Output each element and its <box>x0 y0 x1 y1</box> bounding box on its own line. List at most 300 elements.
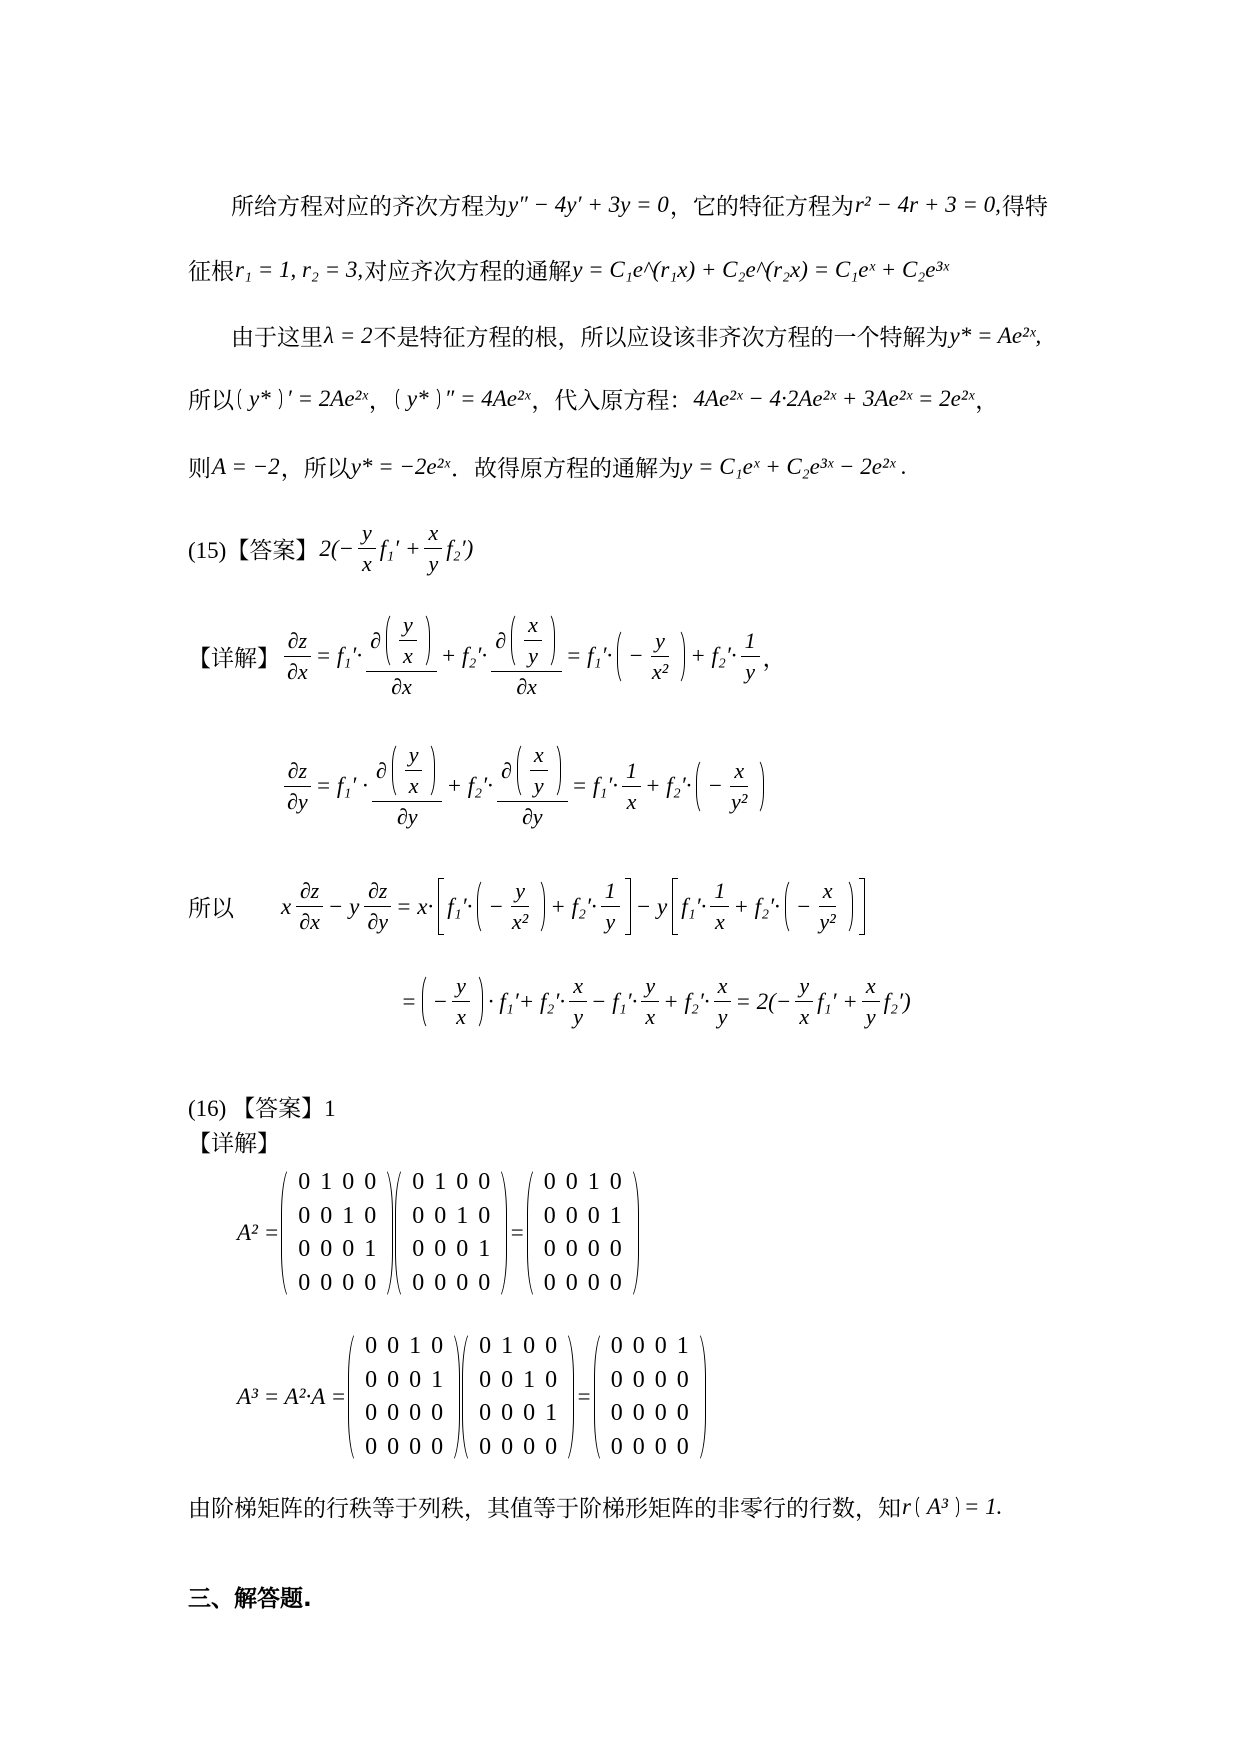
matrix-cell: 0 <box>298 1236 311 1263</box>
math-expression: x² <box>651 658 669 684</box>
matrix-cell: 0 <box>543 1202 556 1229</box>
parenthesized-group <box>783 878 855 935</box>
matrix-cell: 1 <box>523 1366 536 1393</box>
fraction-denominator <box>512 672 541 700</box>
math-expression: 4Ae²ˣ − 4·2Ae²ˣ + 3Ae²ˣ = 2e²ˣ <box>693 385 975 411</box>
matrix-cell: 0 <box>456 1269 469 1296</box>
fraction <box>399 612 417 669</box>
detail-15-dzdx <box>188 612 786 700</box>
matrix-cell: 0 <box>676 1366 689 1393</box>
matrix-cell: 1 <box>501 1333 514 1360</box>
math-expression: ∂y <box>396 804 418 829</box>
fraction-denominator <box>530 771 548 799</box>
fraction-denominator <box>601 907 619 935</box>
text-run: 得特 <box>1001 194 1048 219</box>
math-expression: y″ − 4y′ + 3y = 0 <box>508 191 669 217</box>
matrix-cell: 0 <box>632 1433 645 1460</box>
matrix-cell: 0 <box>523 1400 536 1427</box>
matrix-cell: 0 <box>565 1169 578 1196</box>
math-expression: f₂′) <box>883 988 911 1014</box>
text-run: 所以 <box>188 388 234 413</box>
matrix-grid <box>537 1166 629 1300</box>
matrix-cell: 1 <box>320 1169 333 1196</box>
math-expression: y* = −2e²ˣ <box>350 453 451 479</box>
matrix-a <box>395 1166 507 1300</box>
fraction <box>358 520 376 577</box>
matrix-a2 <box>348 1330 460 1464</box>
math-expression: f₁′· <box>447 893 473 919</box>
text-run: 三、解答题. <box>188 1586 312 1612</box>
left-paren <box>916 1494 924 1520</box>
math-expression: − <box>628 643 644 668</box>
fraction <box>795 973 813 1030</box>
fraction <box>530 742 548 799</box>
math-expression: y = C₁e^(r₁x) + C₂e^(r₂x) = C₁eˣ + C₂e³ˣ <box>572 256 949 282</box>
math-expression: x <box>822 878 833 903</box>
matrix-cell: 0 <box>434 1202 447 1229</box>
math-expression: x <box>715 909 725 934</box>
math-expression: 1 <box>744 627 756 653</box>
text-run: ，它的特征方程为 <box>669 194 854 219</box>
left-paren <box>511 612 519 669</box>
text-run: 所以 <box>188 896 234 921</box>
matrix-cell: 0 <box>632 1400 645 1427</box>
matrix-cell: 0 <box>610 1433 623 1460</box>
math-expression: y* <box>406 385 429 411</box>
fraction <box>424 520 442 577</box>
fraction-numerator <box>530 742 548 771</box>
math-expression: y <box>865 1004 876 1029</box>
matrix-cell: 1 <box>431 1366 444 1393</box>
matrix-cell: 1 <box>409 1333 422 1360</box>
fraction-numerator <box>364 878 391 907</box>
matrix-cell: 0 <box>364 1202 377 1229</box>
matrix-cell: 0 <box>565 1202 578 1229</box>
matrix-left-paren <box>594 1330 604 1464</box>
math-expression: y <box>528 643 538 668</box>
right-paren <box>547 612 555 669</box>
matrix-cell: 0 <box>364 1269 377 1296</box>
parenthesized-group <box>515 742 563 799</box>
fraction-numerator <box>730 758 748 787</box>
matrix-cell: 0 <box>364 1169 377 1196</box>
math-expression: x² <box>511 909 529 934</box>
matrix-cell: 0 <box>365 1366 378 1393</box>
math-expression: = 2(− <box>735 988 792 1014</box>
matrix-left-paren <box>395 1166 405 1300</box>
matrix-left-paren <box>527 1166 537 1300</box>
matrix-cell: 0 <box>654 1366 667 1393</box>
matrix-cell: 0 <box>501 1400 514 1427</box>
matrix-cell: 0 <box>387 1400 400 1427</box>
matrix-cell: 0 <box>342 1169 355 1196</box>
matrix-right-paren <box>450 1330 460 1464</box>
fraction-numerator <box>714 973 732 1002</box>
math-expression: x <box>456 1004 466 1029</box>
matrix-left-paren <box>462 1330 472 1464</box>
math-expression: 1 <box>626 757 638 783</box>
text-run: 【详解】 <box>188 1131 280 1156</box>
math-expression: f₁′· <box>681 893 707 919</box>
matrix-cell: 0 <box>342 1269 355 1296</box>
matrix-cell: 0 <box>298 1202 311 1229</box>
left-paren <box>696 758 704 815</box>
left-bracket <box>672 878 678 935</box>
matrix-cell: 0 <box>412 1269 425 1296</box>
math-expression: A³ <box>926 1493 948 1519</box>
matrix-cell: 0 <box>610 1366 623 1393</box>
math-expression: x <box>402 643 413 668</box>
fraction <box>372 742 443 830</box>
para-roots <box>188 253 950 286</box>
math-expression: y <box>605 909 616 934</box>
parenthesized-group <box>509 612 557 669</box>
matrix-cell: 0 <box>431 1333 444 1360</box>
matrix-cell: 0 <box>320 1202 333 1229</box>
math-expression: ∂x <box>299 909 320 934</box>
left-paren <box>617 628 625 685</box>
right-paren <box>677 628 685 685</box>
matrix-cell: 0 <box>479 1366 492 1393</box>
matrix-cell: 0 <box>387 1433 400 1460</box>
fraction-numerator <box>358 520 376 549</box>
math-expression: ∂y <box>287 788 308 814</box>
matrix-right-paren <box>564 1330 574 1464</box>
math-expression: + f₂′· <box>733 893 780 919</box>
fraction-denominator <box>452 1002 470 1030</box>
text-run: ， <box>975 388 999 413</box>
math-expression: ∂x <box>391 674 412 699</box>
right-paren <box>475 973 483 1030</box>
matrix-cell: 0 <box>412 1236 425 1263</box>
eq-A2 <box>236 1166 640 1300</box>
matrix-cell: 1 <box>456 1202 469 1229</box>
matrix-cell: 0 <box>298 1269 311 1296</box>
math-expression: y <box>573 1004 583 1029</box>
text-run: ， <box>368 388 392 413</box>
fraction <box>710 878 729 935</box>
math-expression: ∂y <box>367 909 388 934</box>
fraction <box>283 628 312 685</box>
matrix-cell: 0 <box>545 1333 558 1360</box>
left-paren <box>785 878 793 935</box>
matrix-cell: 0 <box>565 1236 578 1263</box>
math-expression: x <box>717 973 728 998</box>
fraction-denominator <box>741 657 759 685</box>
matrix-cell: 1 <box>609 1202 622 1229</box>
fraction-denominator <box>393 802 422 830</box>
matrix-cell: 0 <box>412 1169 425 1196</box>
fraction <box>741 628 760 685</box>
matrix-cell: 0 <box>456 1236 469 1263</box>
math-expression: x <box>533 742 544 767</box>
right-paren <box>432 386 440 412</box>
matrix-cell: 0 <box>365 1433 378 1460</box>
math-expression: = f₁′· <box>315 643 363 668</box>
math-expression: y <box>408 742 419 767</box>
math-expression: x <box>865 973 876 998</box>
math-expression: ∂ <box>370 627 381 653</box>
matrix-cell: 0 <box>320 1269 333 1296</box>
math-expression: A³ = A²·A = <box>237 1384 347 1409</box>
fraction-denominator <box>795 1002 813 1030</box>
left-paren <box>517 742 525 799</box>
math-expression: A² = <box>237 1220 280 1245</box>
fraction-numerator <box>862 973 880 1002</box>
matrix-grid <box>291 1166 383 1300</box>
text-run: 征根 <box>188 259 234 284</box>
matrix-cell: 0 <box>545 1433 558 1460</box>
eq-A3 <box>236 1330 707 1464</box>
parenthesized-group <box>384 612 432 669</box>
math-expression: = 1. <box>963 1493 1003 1519</box>
matrix-cell: 0 <box>609 1269 622 1296</box>
text-run: ，所以 <box>280 456 350 481</box>
math-expression: f₁′ + <box>379 535 421 561</box>
matrix-a3 <box>594 1330 706 1464</box>
math-expression: y <box>645 973 656 998</box>
math-expression: ∂z <box>367 878 388 903</box>
matrix-cell: 0 <box>545 1366 558 1393</box>
right-paren <box>537 878 545 935</box>
fraction-denominator <box>862 1002 880 1030</box>
fraction <box>491 612 562 700</box>
matrix-cell: 0 <box>523 1333 536 1360</box>
math-expression: y <box>402 612 413 637</box>
math-expression: y <box>799 973 810 998</box>
math-expression: 1 <box>604 878 616 903</box>
matrix-cell: 0 <box>543 1269 556 1296</box>
matrix-cell: 0 <box>523 1433 536 1460</box>
parenthesized-group <box>914 1494 961 1520</box>
fraction-numerator <box>641 973 659 1002</box>
fraction-numerator <box>284 758 311 787</box>
matrix-cell: 1 <box>545 1400 558 1427</box>
fraction-numerator <box>710 878 729 907</box>
fraction <box>508 878 532 935</box>
math-expression: f₂′) <box>446 535 474 561</box>
text-run: ，代入原方程： <box>531 388 693 413</box>
matrix-cell: 0 <box>587 1202 600 1229</box>
matrix-a <box>281 1166 393 1300</box>
fraction-numerator <box>491 612 562 672</box>
matrix-cell: 0 <box>478 1202 491 1229</box>
matrix-grid <box>472 1330 564 1464</box>
math-expression: y <box>533 773 544 798</box>
text-run: (16) 【答案】1 <box>188 1096 336 1121</box>
fraction-numerator <box>405 742 423 771</box>
answer-16 <box>188 1090 336 1123</box>
right-bracket <box>625 878 631 935</box>
math-expression: x <box>428 520 439 545</box>
math-expression: − <box>795 893 812 919</box>
fraction-numerator <box>372 742 443 802</box>
para-particular <box>231 319 1042 352</box>
matrix-cell: 0 <box>501 1433 514 1460</box>
fraction-numerator <box>296 878 323 907</box>
right-paren <box>274 386 282 412</box>
math-expression: x <box>362 551 372 576</box>
left-paren <box>422 973 430 1030</box>
fraction <box>405 742 423 799</box>
fraction-numerator <box>795 973 813 1002</box>
matrix-cell: 0 <box>434 1269 447 1296</box>
math-expression: y <box>362 520 372 545</box>
math-expression: ∂ <box>495 627 507 653</box>
fraction-denominator <box>295 907 324 935</box>
fraction-numerator <box>622 758 641 787</box>
matrix-cell: 1 <box>676 1333 689 1360</box>
math-expression: x <box>281 893 292 919</box>
fraction-denominator <box>518 802 547 830</box>
math-expression: x <box>645 1004 656 1029</box>
para-rank <box>188 1490 1003 1523</box>
fraction-numerator <box>819 878 837 907</box>
math-expression: ∂z <box>299 878 320 903</box>
parenthesized-group <box>394 386 442 412</box>
text-run: 由于这里 <box>231 325 323 350</box>
matrix-cell: 1 <box>434 1169 447 1196</box>
text-run: ， <box>762 645 786 671</box>
fraction-denominator <box>387 672 416 700</box>
fraction-denominator <box>569 1002 587 1030</box>
detail-15-result <box>400 973 912 1030</box>
math-expression: y* = Ae²ˣ, <box>949 322 1042 348</box>
section-heading <box>188 1580 312 1613</box>
matrix-cell: 0 <box>632 1333 645 1360</box>
fraction <box>363 878 392 935</box>
math-expression: y <box>428 551 439 576</box>
math-expression: − f₁′· <box>590 988 638 1014</box>
math-expression: − <box>707 773 724 798</box>
right-paren <box>427 742 435 799</box>
matrix-cell: 0 <box>587 1269 600 1296</box>
math-expression: ∂z <box>287 757 308 783</box>
matrix-right-paren <box>383 1166 393 1300</box>
matrix-left-paren <box>348 1330 358 1464</box>
matrix-right-paren <box>497 1166 507 1300</box>
matrix-cell: 0 <box>409 1366 422 1393</box>
matrix-a <box>462 1330 574 1464</box>
matrix-cell: 0 <box>609 1169 622 1196</box>
math-expression: = <box>576 1384 592 1409</box>
matrix-cell: 0 <box>478 1169 491 1196</box>
matrix-cell: 0 <box>632 1366 645 1393</box>
math-expression: x <box>573 973 583 998</box>
matrix-cell: 0 <box>654 1433 667 1460</box>
fraction-denominator <box>648 657 672 685</box>
fraction-denominator <box>508 907 532 935</box>
bracketed-group <box>670 878 867 935</box>
left-paren <box>392 742 400 799</box>
detail-15-dzdy <box>280 742 768 830</box>
matrix-a2 <box>527 1166 639 1300</box>
math-expression: ″ = 4Ae²ˣ <box>444 385 531 411</box>
matrix-cell: 0 <box>610 1400 623 1427</box>
math-expression: = x· <box>395 893 434 919</box>
math-expression: 2(− <box>319 535 355 561</box>
text-run <box>234 894 280 920</box>
text-run: ．故得原方程的通解为 <box>451 456 682 481</box>
math-expression: ∂x <box>287 658 308 684</box>
math-expression: = <box>509 1220 525 1245</box>
fraction <box>648 628 672 685</box>
math-expression: x <box>734 757 745 783</box>
math-expression: y <box>655 627 665 653</box>
fraction-numerator <box>569 973 587 1002</box>
fraction-numerator <box>651 628 669 657</box>
fraction <box>295 878 324 935</box>
matrix-cell: 0 <box>501 1366 514 1393</box>
para-derivatives <box>188 382 998 415</box>
matrix-cell: 0 <box>456 1169 469 1196</box>
left-paren <box>396 386 404 412</box>
text-run: 【详解】 <box>188 645 280 671</box>
matrix-cell: 0 <box>565 1269 578 1296</box>
math-expression: + f₂′· <box>550 893 597 919</box>
math-expression: y² <box>819 909 836 934</box>
parenthesized-group <box>390 742 438 799</box>
text-run: (15)【答案】 <box>188 538 319 563</box>
matrix-cell: 0 <box>610 1333 623 1360</box>
matrix-cell: 0 <box>365 1333 378 1360</box>
math-expression: · f₁′+ f₂′· <box>487 988 566 1014</box>
fraction-numerator <box>511 878 529 907</box>
bracketed-group <box>436 878 633 935</box>
parenthesized-group <box>615 628 687 685</box>
fraction <box>569 973 587 1030</box>
fraction-denominator <box>711 907 729 935</box>
matrix-cell: 0 <box>431 1433 444 1460</box>
math-expression: ∂ <box>375 757 387 783</box>
math-expression: ∂ <box>500 757 512 783</box>
math-expression: A = −2 <box>212 453 280 479</box>
answer-15 <box>188 520 474 577</box>
parenthesized-group <box>236 386 284 412</box>
para-solution <box>188 450 908 483</box>
right-paren <box>422 612 430 669</box>
fraction-denominator <box>283 787 312 815</box>
math-expression: y* <box>249 385 271 411</box>
matrix-grid <box>405 1166 497 1300</box>
fraction-denominator <box>727 787 751 815</box>
fraction-numerator <box>601 878 620 907</box>
math-expression: = f₁′· <box>571 773 619 798</box>
math-expression: r² − 4r + 3 = 0, <box>854 191 1001 217</box>
matrix-cell: 0 <box>409 1433 422 1460</box>
math-expression: − <box>432 988 449 1014</box>
matrix-grid <box>358 1330 450 1464</box>
math-expression: + f₂′· <box>446 773 493 798</box>
math-expression: y <box>456 973 466 998</box>
math-expression: y <box>717 1004 728 1029</box>
text-run: 对应齐次方程的通解 <box>364 259 572 284</box>
text-run: 则 <box>188 456 211 481</box>
fraction-numerator <box>399 612 417 641</box>
matrix-cell: 0 <box>609 1236 622 1263</box>
math-expression: y² <box>731 788 748 814</box>
fraction <box>283 758 312 815</box>
math-expression: x <box>626 788 637 814</box>
matrix-cell: 0 <box>654 1333 667 1360</box>
math-expression: + f₂′· <box>440 643 488 668</box>
detail-15-combine <box>188 878 869 935</box>
math-expression: − y <box>635 893 668 919</box>
fraction-numerator <box>424 520 442 549</box>
fraction-numerator <box>452 973 470 1002</box>
left-paren <box>238 386 246 412</box>
matrix-cell: 0 <box>543 1236 556 1263</box>
